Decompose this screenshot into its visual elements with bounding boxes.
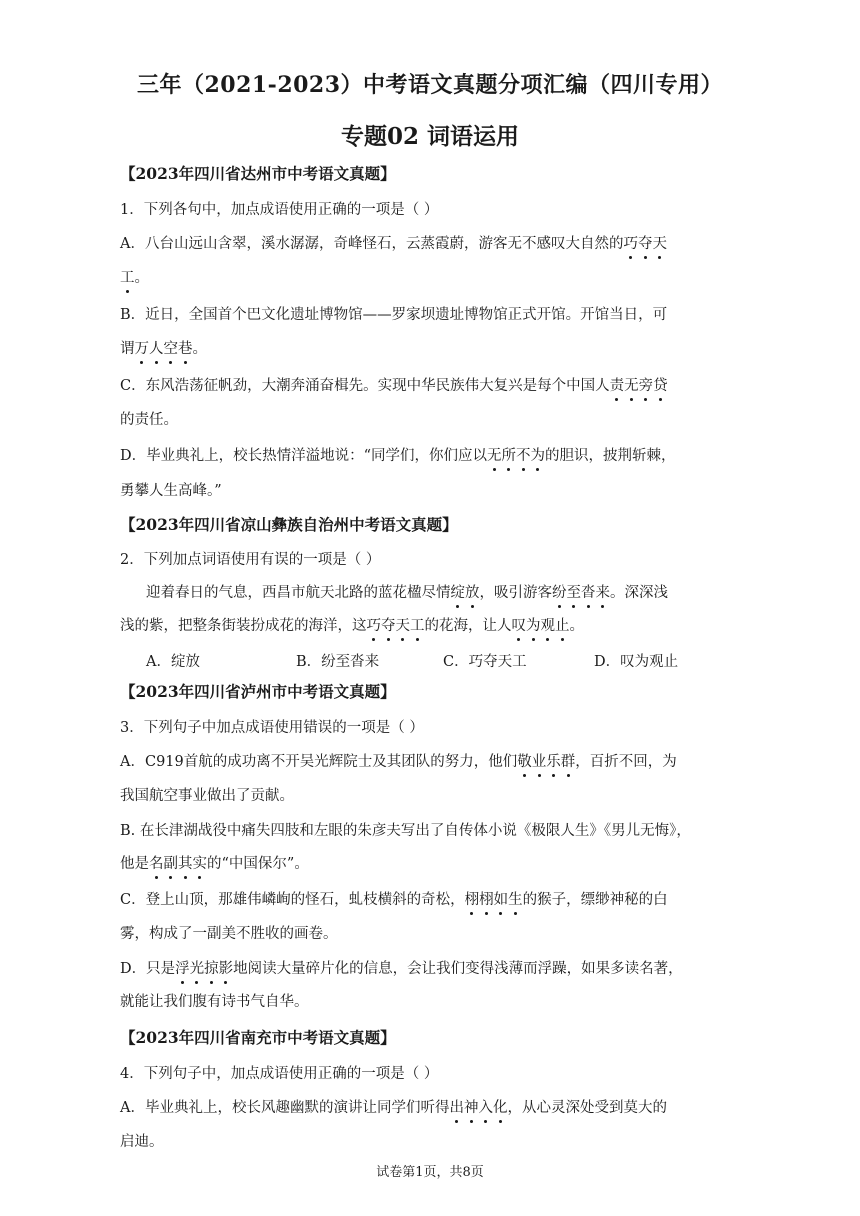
emphasized-word (367, 618, 425, 634)
emphasized-word (451, 585, 480, 601)
emphasis-dot-char: 不 (516, 444, 531, 465)
emphasized-idiom (465, 892, 523, 908)
question-1-option-a-cont: 工。 (120, 266, 149, 287)
emphasis-dot-char: 无 (487, 444, 502, 465)
emphasis-dot-char: 工 (120, 266, 135, 287)
question-3-option-d-cont: 就能让我们腹有诗书气自华。 (120, 994, 309, 1010)
emphasis-dot-char: 副 (164, 852, 179, 873)
question-1-option-c-cont: 的责任。 (120, 412, 178, 428)
question-3-option-d: D．只是浮光掠影地阅读大量碎片化的信息，会让我们变得浅薄而浮躁，如果多读名著， (120, 957, 683, 978)
document-title: 三年（2021-2023）中考语文真题分项汇编（四川专用） (136, 72, 724, 98)
emphasis-dot-char: 为 (531, 444, 546, 465)
question-1-option-b-cont: 谓万人空巷。 (120, 337, 207, 358)
question-4-stem: 4．下列句子中，加点成语使用正确的一项是（ ） (120, 1066, 439, 1082)
emphasis-dot-char: 群 (561, 750, 576, 771)
emphasis-dot-char: 名 (149, 852, 164, 873)
question-2-options (146, 650, 746, 670)
section-heading-luzhou: 【2023年四川省泸州市中考语文真题】 (120, 682, 396, 701)
emphasis-dot-char: 天 (396, 614, 411, 635)
emphasis-dot-char: 天 (652, 232, 667, 253)
emphasis-dot-char: 万 (135, 337, 150, 358)
question-4-option-a: A．毕业典礼上，校长风趣幽默的演讲让同学们听得出神入化，从心灵深处受到莫大的 (120, 1096, 667, 1117)
emphasis-dot-char: 敬 (517, 750, 532, 771)
question-1-option-b: B．近日，全国首个巴文化遗址博物馆——罗家坝遗址博物馆正式开馆。开馆当日，可 (120, 307, 668, 323)
emphasis-dot-char: 观 (541, 614, 556, 635)
emphasized-idiom (175, 961, 233, 977)
question-1-option-d: D．毕业典礼上，校长热情洋溢地说：“同学们，你们应以无所不为的胆识，披荆斩棘， (120, 444, 676, 465)
emphasis-dot-char: 业 (532, 750, 547, 771)
emphasis-dot-char: 纷 (552, 581, 567, 602)
emphasis-dot-char: 其 (178, 852, 193, 873)
question-3-option-b-cont: 他是名副其实的“中国保尔”。 (120, 852, 309, 873)
emphasized-idiom (135, 341, 193, 357)
emphasis-dot-char: 旁 (639, 374, 654, 395)
page-footer: 试卷第1页，共8页 (376, 1165, 484, 1180)
emphasized-idiom-part (120, 270, 135, 286)
emphasis-dot-char: 无 (624, 374, 639, 395)
emphasis-dot-char: 来 (596, 581, 611, 602)
emphasis-dot-char: 夺 (638, 232, 653, 253)
emphasis-dot-char: 入 (478, 1096, 493, 1117)
emphasis-dot-char: 叹 (512, 614, 527, 635)
emphasis-dot-char: 至 (567, 581, 582, 602)
emphasized-idiom (487, 448, 545, 464)
emphasis-dot-char: 止 (555, 614, 570, 635)
emphasized-idiom (449, 1100, 507, 1116)
emphasis-dot-char: 巧 (623, 232, 638, 253)
emphasized-idiom-part (623, 236, 667, 252)
emphasized-idiom (517, 754, 575, 770)
question-3-stem: 3．下列句子中加点成语使用错误的一项是（ ） (120, 720, 424, 736)
emphasis-dot-char: 放 (465, 581, 480, 602)
question-4-option-a-cont: 启迪。 (120, 1134, 164, 1150)
emphasized-idiom (149, 856, 207, 872)
emphasis-dot-char: 空 (164, 337, 179, 358)
emphasis-dot-char: 人 (149, 337, 164, 358)
question-1-stem: 1．下列各句中，加点成语使用正确的一项是（ ） (120, 202, 439, 218)
section-heading-dazhou: 【2023年四川省达州市中考语文真题】 (120, 164, 396, 183)
emphasis-dot-char: 沓 (581, 581, 596, 602)
emphasized-word (512, 618, 570, 634)
emphasis-dot-char: 生 (508, 888, 523, 909)
emphasis-dot-char: 掠 (204, 957, 219, 978)
emphasis-dot-char: 巷 (178, 337, 193, 358)
emphasis-dot-char: 如 (494, 888, 509, 909)
emphasis-dot-char: 工 (410, 614, 425, 635)
emphasis-dot-char: 栩 (479, 888, 494, 909)
emphasis-dot-char: 栩 (465, 888, 480, 909)
emphasis-dot-char: 实 (193, 852, 208, 873)
emphasis-dot-char: 为 (526, 614, 541, 635)
question-2-option-a: A．绽放 (146, 654, 200, 670)
emphasis-dot-char: 化 (493, 1096, 508, 1117)
question-3-option-c-cont: 雾，构成了一副美不胜收的画卷。 (120, 926, 338, 942)
question-2-option-c: C．巧夺天工 (443, 654, 527, 670)
emphasis-dot-char: 绽 (451, 581, 466, 602)
question-2-option-b: B．纷至沓来 (296, 654, 380, 670)
emphasis-dot-char: 影 (219, 957, 234, 978)
question-3-option-b: B. 在长津湖战役中痛失四肢和左眼的朱彦夫写出了自传体小说《极限人生》《男儿无悔》， (120, 823, 691, 839)
emphasized-idiom (610, 378, 668, 394)
section-heading-nanchong: 【2023年四川省南充市中考语文真题】 (120, 1028, 396, 1047)
question-2-stem: 2．下列加点词语使用有误的一项是（ ） (120, 552, 381, 568)
emphasis-dot-char: 神 (464, 1096, 479, 1117)
emphasized-word (552, 585, 610, 601)
question-1-option-c: C．东风浩荡征帆劲，大潮奔涌奋楫先。实现中华民族伟大复兴是每个中国人责无旁贷 (120, 374, 668, 395)
section-heading-liangshan: 【2023年四川省凉山彝族自治州中考语文真题】 (120, 515, 458, 534)
question-3-option-a-cont: 我国航空事业做出了贡献。 (120, 788, 294, 804)
question-3-option-c: C．登上山顶，那雄伟嶙峋的怪石，虬枝横斜的奇松，栩栩如生的猴子，缥缈神秘的白 (120, 888, 668, 909)
emphasis-dot-char: 夺 (381, 614, 396, 635)
emphasis-dot-char: 出 (449, 1096, 464, 1117)
emphasis-dot-char: 责 (610, 374, 625, 395)
emphasis-dot-char: 所 (502, 444, 517, 465)
emphasis-dot-char: 巧 (367, 614, 382, 635)
emphasis-dot-char: 光 (190, 957, 205, 978)
document-subtitle: 专题02 词语运用 (340, 123, 519, 150)
emphasis-dot-char: 贷 (653, 374, 668, 395)
question-1-option-d-cont: 勇攀人生高峰。” (120, 483, 222, 499)
question-3-option-a: A．C919首航的成功离不开吴光辉院士及其团队的努力，他们敬业乐群，百折不回，为 (120, 750, 677, 771)
emphasis-dot-char: 乐 (546, 750, 561, 771)
question-2-passage-line-1: 迎着春日的气息，西昌市航天北路的蓝花楹尽情绽放，吸引游客纷至沓来。深深浅 (146, 581, 668, 602)
question-1-option-a: A．八台山远山含翠，溪水潺潺，奇峰怪石，云蒸霞蔚，游客无不感叹大自然的巧夺天 (120, 232, 667, 253)
emphasis-dot-char: 浮 (175, 957, 190, 978)
question-2-passage-line-2: 浅的紫，把整条街装扮成花的海洋，这巧夺天工的花海，让人叹为观止。 (120, 614, 584, 635)
question-2-option-d: D．叹为观止 (594, 654, 679, 670)
